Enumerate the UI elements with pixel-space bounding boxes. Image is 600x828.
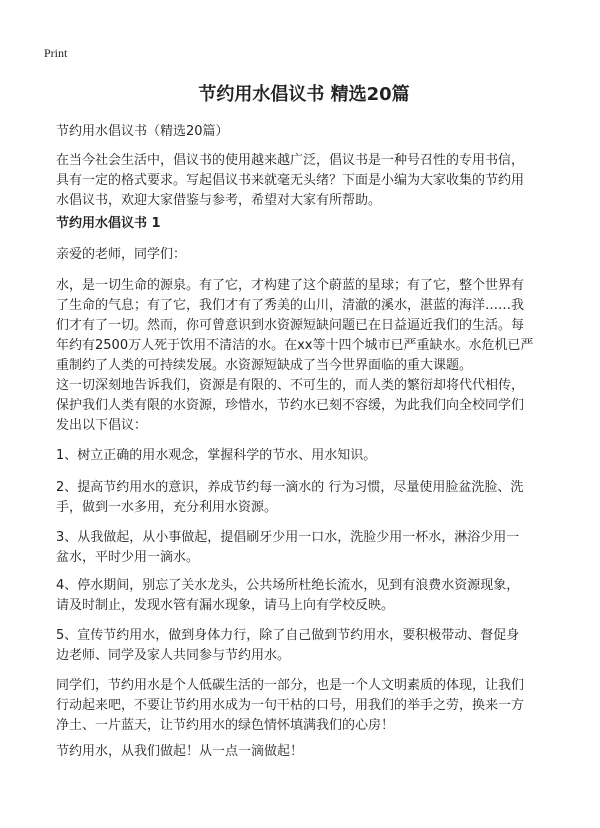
- body-line: 同学们，节约用水是个人低碳生活的一部分，也是一个人文明素质的体现，让我们: [56, 678, 525, 693]
- body-paragraph-3: [56, 676, 552, 736]
- section-heading: 节约用水倡议书 1: [56, 216, 161, 231]
- greeting: 亲爱的老师，同学们：: [56, 247, 187, 262]
- proposal-line: 3、从我做起，从小事做起，提倡刷牙少用一口水，洗脸少用一杯水，淋浴少用一: [56, 530, 520, 545]
- body-line: 了生命的气息；有了它，我们才有了秀美的山川，清澈的溪水，湛蓝的海洋……我: [56, 298, 525, 313]
- proposal-line: 手，做到一水多用，充分利用水资源。: [56, 500, 278, 515]
- print-link[interactable]: Print: [44, 46, 68, 60]
- body-line: 保护我们人类有限的水资源，珍惜水，节约水已刻不容缓，为此我们向全校同学们: [56, 398, 525, 413]
- body-line: 年约有2500万人死于饮用不清洁的水。在xx等十四个城市已严重缺水。水危机已严: [56, 338, 534, 353]
- proposal-item-4: [56, 576, 552, 616]
- body-line: 水，是一切生命的源泉。有了它，才构建了这个蔚蓝的星球；有了它，整个世界有: [56, 278, 525, 293]
- body-line: 净土、一片蓝天，让节约用水的绿色情怀填满我们的心房！: [56, 718, 395, 733]
- intro-paragraph: [56, 151, 552, 211]
- proposal-item-1: [56, 446, 552, 466]
- body-line: 这一切深刻地告诉我们，资源是有限的、不可生的，而人类的繁衍却将代代相传，: [56, 378, 525, 393]
- intro-line: 具有一定的格式要求。写起倡议书来就毫无头绪？下面是小编为大家收集的节约用: [56, 173, 525, 188]
- closing-line: 节约用水，从我们做起！从一点一滴做起！: [56, 744, 304, 759]
- body-paragraph-1: [56, 276, 552, 376]
- proposal-line: 5、宣传节约用水，做到身体力行，除了自己做到节约用水，要积极带动、督促身: [56, 628, 520, 643]
- body-line: 们才有了一切。然而，你可曾意识到水资源短缺问题已在日益逼近我们的生活。每: [56, 318, 525, 333]
- body-line: 行动起来吧，不要让节约用水成为一句干枯的口号，用我们的举手之劳，换来一方: [56, 698, 525, 713]
- proposal-line: 请及时制止，发现水管有漏水现象，请马上向有学校反映。: [56, 598, 395, 613]
- proposal-line: 2、提高节约用水的意识，养成节约每一滴水的 行为习惯，尽量使用脸盆洗脸、洗: [56, 480, 524, 495]
- proposal-line: 1、树立正确的用水观念，掌握科学的节水、用水知识。: [56, 448, 377, 463]
- proposal-line: 盆水，平时少用一滴水。: [56, 550, 200, 565]
- body-line: 发出以下倡议：: [56, 418, 148, 433]
- body-paragraph-2: [56, 376, 552, 436]
- intro-line: 在当今社会生活中，倡议书的使用越来越广泛，倡议书是一种号召性的专用书信，: [56, 153, 525, 168]
- proposal-item-2: [56, 478, 552, 518]
- proposal-item-3: [56, 528, 552, 568]
- proposal-line: 4、停水期间，别忘了关水龙头，公共场所杜绝长流水，见到有浪费水资源现象，: [56, 578, 520, 593]
- proposal-item-5: [56, 626, 552, 666]
- document-title: 节约用水倡议书 精选20篇: [198, 84, 410, 105]
- intro-line: 水倡议书，欢迎大家借鉴与参考，希望对大家有所帮助。: [56, 193, 382, 208]
- document-subtitle: 节约用水倡议书（精选20篇）: [56, 124, 229, 139]
- body-line: 重制约了人类的可持续发展。水资源短缺成了当今世界面临的重大课题。: [56, 358, 473, 373]
- proposal-line: 边老师、同学及家人共同参与节约用水。: [56, 648, 291, 663]
